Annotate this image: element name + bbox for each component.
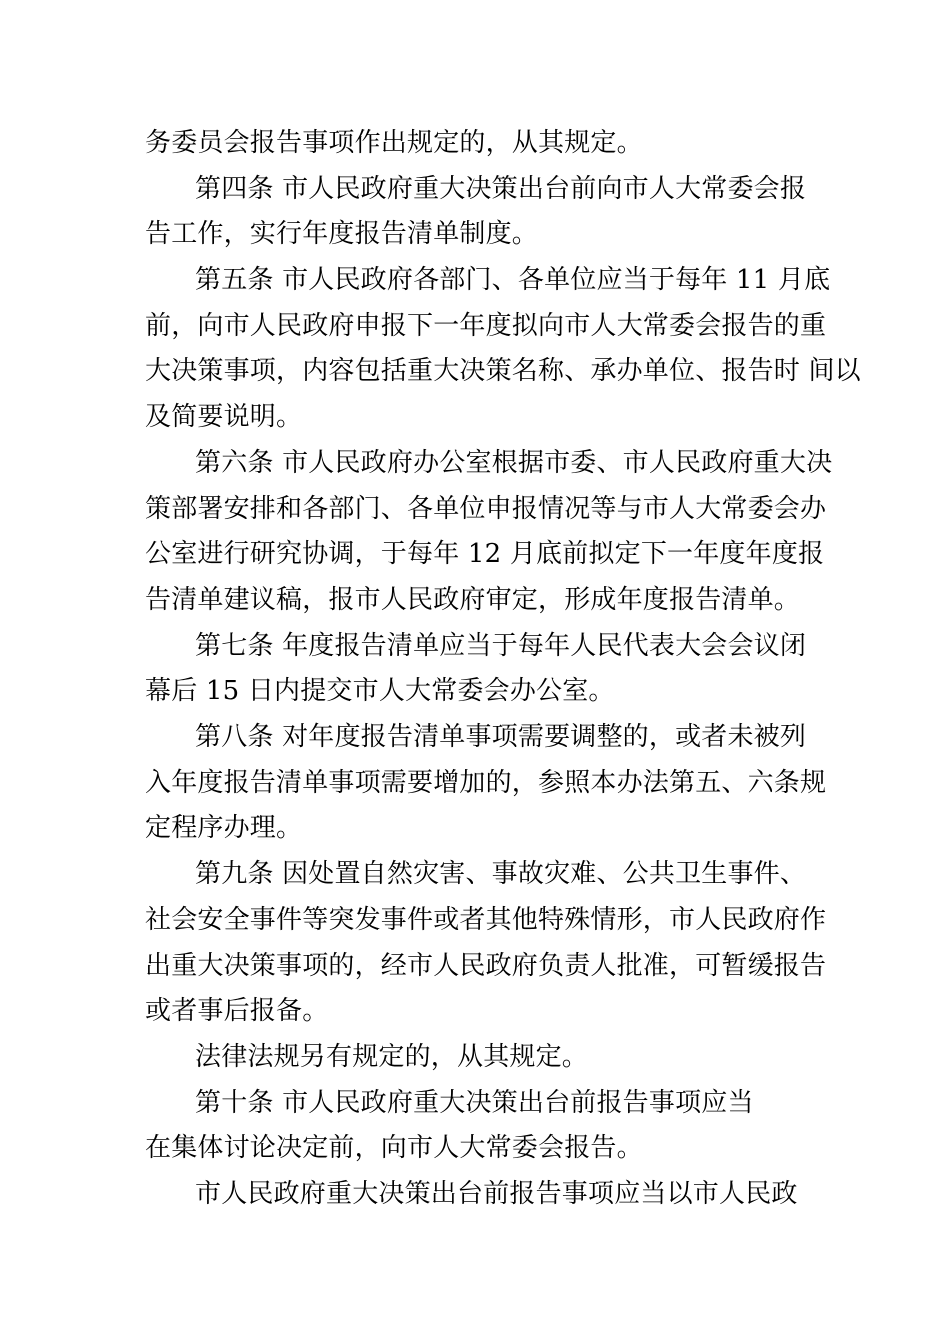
text-line: 在集体讨论决定前，向市人大常委会报告。 bbox=[145, 1133, 643, 1163]
text-line: 第七条 年度报告清单应当于每年人民代表大会会议闭 bbox=[195, 631, 807, 661]
text-line: 市人民政府重大决策出台前报告事项应当以市人民政 bbox=[195, 1179, 798, 1209]
text-line: 大决策事项，内容包括重大决策名称、承办单位、报告时 间以 bbox=[145, 356, 861, 386]
text-line: 第五条 市人民政府各部门、各单位应当于每年 11 月底 bbox=[195, 265, 831, 295]
text-line: 幕后 15 日内提交市人大常委会办公室。 bbox=[145, 676, 615, 706]
text-line: 第九条 因处置自然灾害、事故灾难、公共卫生事件、 bbox=[195, 859, 807, 889]
text-line: 告清单建议稿，报市人民政府审定，形成年度报告清单。 bbox=[145, 585, 801, 615]
text-line: 第十条 市人民政府重大决策出台前报告事项应当 bbox=[195, 1088, 754, 1118]
text-line: 社会安全事件等突发事件或者其他特殊情形，市人民政府作 bbox=[145, 905, 827, 935]
text-line: 第六条 市人民政府办公室根据市委、市人民政府重大决 bbox=[195, 448, 833, 478]
text-line: 出重大决策事项的，经市人民政府负责人批准，可暂缓报告 bbox=[145, 951, 827, 981]
text-line: 务委员会报告事项作出规定的，从其规定。 bbox=[145, 128, 643, 158]
text-line: 或者事后报备。 bbox=[145, 996, 329, 1026]
text-line: 法律法规另有规定的，从其规定。 bbox=[195, 1042, 589, 1072]
text-line: 告工作，实行年度报告清单制度。 bbox=[145, 219, 539, 249]
text-line: 前，向市人民政府申报下一年度拟向市人大常委会报告的重 bbox=[145, 311, 827, 341]
text-line: 第四条 市人民政府重大决策出台前向市人大常委会报 bbox=[195, 174, 807, 204]
text-line: 定程序办理。 bbox=[145, 813, 303, 843]
text-line: 策部署安排和各部门、各单位申报情况等与市人大常委会办 bbox=[145, 494, 827, 524]
text-line: 公室进行研究协调，于每年 12 月底前拟定下一年度年度报 bbox=[145, 539, 825, 569]
text-line: 入年度报告清单事项需要增加的，参照本办法第五、六条规 bbox=[145, 768, 827, 798]
text-line: 第八条 对年度报告清单事项需要调整的，或者未被列 bbox=[195, 722, 807, 752]
text-line: 及简要说明。 bbox=[145, 402, 303, 432]
